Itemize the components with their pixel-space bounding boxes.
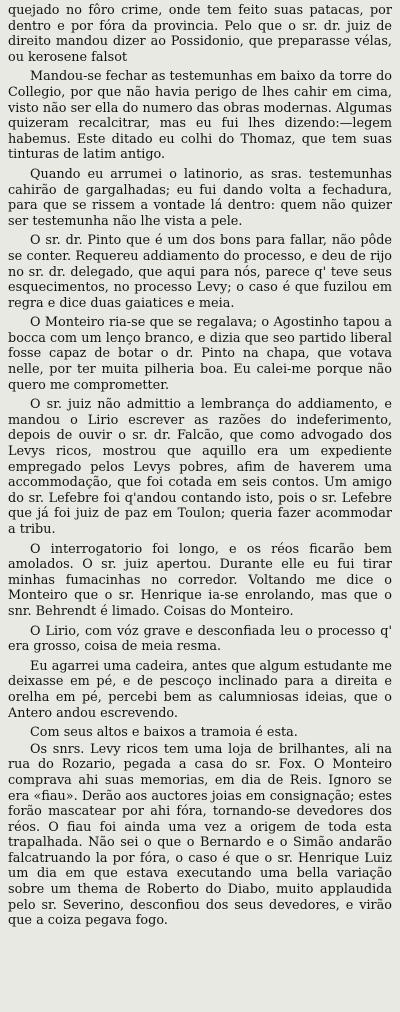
paragraph-5: O Monteiro ria-se que se regalava; o Agostinho tapou a bocca com um lenço branco, e dizia que seo partido liberal fosse capaz de botar o dr. Pinto na chapa, que votava nelle, por ter muita pilheria boa. Eu calei-me porque não quero me comprometter. (8, 315, 392, 393)
paragraph-10: Com seus altos e baixos a tramoia é esta. (30, 725, 298, 741)
paragraph-11: Os snrs. Levy ricos tem uma loja de brilhantes, ali na rua do Rozario, pegada a casa do sr. Fox. O Monteiro comprava ahi suas memorias, em dia de Reis. Ignoro se era «fiau». Derão aos auctores joias em consignação; estes forão mascatear por ahi fóra, tornando-se devedores dos réos. O fiau foi ainda uma vez a origem de toda esta trapalhada. Não sei o que o Bernardo e o Simão andarão falcatruando la por fóra, o caso é que o sr. Henrique Luiz um dia em que estava executando uma bella variação sobre um thema de Roberto do Diabo, muito applaudida pelo sr. Severino, desconfiou dos seus devedores, e virão que a coiza pegava fogo. (8, 741, 392, 929)
paragraph-2: Mandou-se fechar as testemunhas em baixo da torre do Collegio, por que não havia perigo de lhes cahir em cima, visto não ser ella do numero das obras modernas. Algumas quizeram recalcitrar, mas eu fui lhes dizendo:—legem habemus. Este ditado eu colhi do Thomaz, que tem suas tinturas de latim antigo. (8, 69, 392, 163)
paragraph-6: O sr. juiz não admittio a lembrança do addiamento, e mandou o Lirio escrever as razões do indeferimento, depois de ouvir o sr. dr. Falcão, que como advogado dos Levys ricos, mostrou que aquillo era um expediente empregado pelos Levys pobres, afim de haverem uma accommodação, que foi cotada em seis contos. Um amigo do sr. Lefebre foi q'andou contando isto, pois o sr. Lefebre que já foi juiz de paz em Toulon; queria fazer acommodar a tribu. (8, 397, 392, 537)
paragraph-7: O interrogatorio foi longo, e os réos ficarão bem amolados. O sr. juiz apertou. Durante elle eu fui tirar minhas fumacinhas no corredor. Voltando me dice o Monteiro que o sr. Henrique ia-se enrolando, mas que o snr. Behrendt é limado. Coisas do Monteiro. (8, 541, 392, 619)
paragraph-4: O sr. dr. Pinto que é um dos bons para fallar, não pôde se conter. Requereu addiamento do processo, e deu de rijo no sr. dr. delegado, que aqui para nós, parece q' teve seus esquecimentos, no processo Levy; o caso é que fuzilou em regra e dice duas gaiatices e meia. (8, 233, 392, 311)
paragraph-8: O Lirio, com vóz grave e desconfiada leu o processo q' era grosso, coisa de meia resma. (8, 623, 392, 655)
paragraph-1: quejado no fôro crime, onde tem feito suas patacas, por dentro e por fóra da provincia. Pelo que o sr. dr. juiz de direito mandou dizer ao Possidonio, que preparasse vélas, ou kerosene falsot (8, 3, 392, 65)
paragraph-9: Eu agarrei uma cadeira, antes que algum estudante me deixasse em pé, e de pescoço inclinado para a direita e orelha em pé, percebi bem as calumniosas ideias, que o Antero andou escrevendo. (8, 658, 392, 721)
paragraph-3: Quando eu arrumei o latinorio, as sras. testemunhas cahirão de gargalhadas; eu fui dando volta a fechadura, para que se rissem a vontade lá dentro: quem não quizer ser testemunha não lhe vista a pele. (8, 166, 392, 229)
